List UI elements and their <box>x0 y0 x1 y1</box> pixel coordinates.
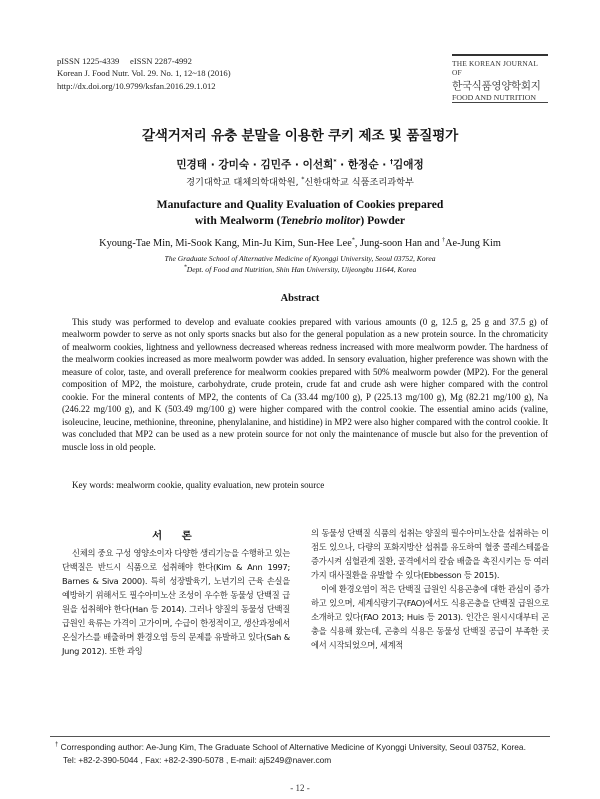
paper-title-english <box>0 197 600 229</box>
corresponding-dagger-mark: † <box>389 158 393 166</box>
page-number: - 12 - <box>290 783 310 793</box>
issn-line: pISSN 1225-4339 eISSN 2287-4992 <box>57 56 192 66</box>
author-star-mark: * <box>333 158 337 166</box>
journal-name-en-1: THE KOREAN JOURNAL OF <box>452 59 538 77</box>
authors-english <box>0 238 600 249</box>
journal-rule-top <box>452 54 548 56</box>
title-english-line2-b: ) Powder <box>360 214 406 227</box>
title-english-line1: Manufacture and Quality Evaluation of Cookies prepared <box>156 198 444 211</box>
authors-english-mid: , Jung-soon Han and <box>354 238 443 249</box>
body-column-left <box>62 546 290 658</box>
title-english-line2 <box>0 213 600 229</box>
journal-logo <box>452 54 548 103</box>
affil-korean-b: 신한대학교 식품조리과학부 <box>304 177 414 188</box>
title-english-line2-a: with Mealworm ( <box>194 214 281 227</box>
affil-star-mark-en: * <box>183 264 187 271</box>
footnote-line1 <box>55 741 555 754</box>
intro-paragraph-1: 신체의 중요 구성 영양소이자 다양한 생리기능을 수행하고 있는 단백질은 반드시 식품으로 섭취해야 한다(Kim & Ann 1997; Barnes & Siva 2000). 특히 성장발육기, 노년기의 근육 손실을 예방하기 위해서도 필수아미노산 조성이 우수한 동물성 단백질 급원을 섭취해야 한다(Han 등 2014). 그러나 양질의 동물성 단백질 급원인 육류는 가격이 고가이며, 수급이 한정적이고, 생산과정에서 온실가스를 배출하며 환경오염 등의 문제를 유발하고 있다(Sah & Jung 2012). 또한 과잉 <box>62 548 290 657</box>
doi-link[interactable]: http://dx.doi.org/10.9799/ksfan.2016.29.1.012 <box>57 80 216 91</box>
footnote-line2: Tel: +82-2-390-5044 , Fax: +82-2-390-5078 , E-mail: aj5249@naver.com <box>63 754 332 765</box>
affiliations-english <box>0 253 600 275</box>
affil-english-line2 <box>0 264 600 275</box>
authors-korean-mid: · 한정순 · <box>336 159 390 171</box>
abstract-body <box>62 316 548 453</box>
authors-english-main: Kyoung-Tae Min, Mi-Sook Kang, Min-Ju Kim, Sun-Hee Lee <box>99 238 352 249</box>
authors-english-last: Ae-Jung Kim <box>445 238 501 249</box>
abstract-paragraph: This study was performed to develop and evaluate cookies prepared with various amounts (0 g, 12.5 g, 25 g and 37.5 g) of mealworm powder to serve as not only sports snacks but also for the general population as a new protein source. In the chromaticity of mealworm cookies, lightness and yellowness decreased whereas redness increased with more mealworm powder. The hardness of the mealworm cookies increased as more mealworm powder was added. In sensory evaluation, higher preference was shown with the measure of color, taste, and overall preference for mealworm cookies prepared with 50% mealworm powder (MP2). For the general composition of MP2, the moisture, carbohydrate, crude protein, crude fat and crude ash were higher compared with the control cookie. For the mineral contents of MP2, the contents of Ca (33.44 mg/100 g), P (225.13 mg/100 g), Mg (82.21 mg/100 g), Na (246.22 mg/100 g), and K (503.49 mg/100 g) were higher compared with the control cookie. The essential amino acids (valine, isoleucine, leucine, methionine, threonine, phenylalanine, and histidine) in MP2 were also higher compared with the control cookie. It was concluded that MP2 can be used as a new protein source for not only the maintenance of muscle but also for the prevention of muscle loss in old people. <box>62 317 548 452</box>
affiliations-korean <box>0 174 600 188</box>
corresponding-author-footnote <box>55 741 555 766</box>
journal-rule-bottom <box>452 102 548 103</box>
journal-name-en-2: FOOD AND NUTRITION <box>452 93 537 102</box>
footnote-rule <box>50 736 550 737</box>
corresponding-dagger-mark-en: † <box>442 237 446 244</box>
affil-english-line2-text: Dept. of Food and Nutrition, Shin Han University, Uijeongbu 11644, Korea <box>186 265 417 274</box>
intro-paragraph-1-continued: 의 동물성 단백질 식품의 섭취는 양질의 필수아미노산을 섭취하는 이점도 있으나, 다량의 포화지방산 섭취를 유도하여 혈중 콜레스테롤을 증가시켜 심혈관계 질환, 골격에서의 칼슘 배출을 촉진시키는 등 여러 가지 대사질환을 유발할 수 있다(Ebbesson 등 2015). <box>311 528 549 581</box>
authors-korean-main: 민경태 · 강미숙 · 김민주 · 이선희 <box>176 159 334 171</box>
journal-name-ko: 한국식품영양학회지 <box>452 80 541 92</box>
authors-korean-last: 김애정 <box>392 159 424 171</box>
keywords: Key words: mealworm cookie, quality evaluation, new protein source <box>72 480 325 490</box>
body-column-right <box>311 526 549 652</box>
citation-line: Korean J. Food Nutr. Vol. 29. No. 1, 12~18 (2016) <box>57 68 231 79</box>
footnote-author-text: Corresponding author: Ae-Jung Kim, The Graduate School of Alternative Medicine of Kyonggi University, Seoul 03752, Korea. <box>58 742 526 752</box>
intro-paragraph-2: 이에 환경오염이 적은 단백질 급원인 식용곤충에 대한 관심이 증가하고 있으며, 세계식량기구(FAO)에서도 식용곤충을 단백질 급원으로 소개하고 있다(FAO 2013; Huis 등 2013). 인간은 원시시대부터 곤충을 식용해 왔는데, 곤충의 식용은 동물성 단백질 공급이 부족한 곳에서 시작되었으며, 세계적 <box>311 584 549 651</box>
footnote-dagger-mark: † <box>55 742 59 749</box>
paper-title-korean: 갈색거저리 유충 분말을 이용한 쿠키 제조 및 품질평가 <box>141 128 459 144</box>
author-star-mark-en: * <box>351 237 355 244</box>
affil-star-mark: * <box>301 175 305 183</box>
authors-korean <box>0 157 600 172</box>
affil-korean-a: 경기대학교 대체의학대학원, <box>186 177 302 188</box>
section-heading-introduction: 서 론 <box>152 530 200 542</box>
species-name: Tenebrio molitor <box>280 214 361 227</box>
journal-citation-block <box>57 55 231 92</box>
affil-english-line1: The Graduate School of Alternative Medicine of Kyonggi University, Seoul 03752, Korea <box>164 254 436 263</box>
abstract-heading: Abstract <box>280 293 320 304</box>
